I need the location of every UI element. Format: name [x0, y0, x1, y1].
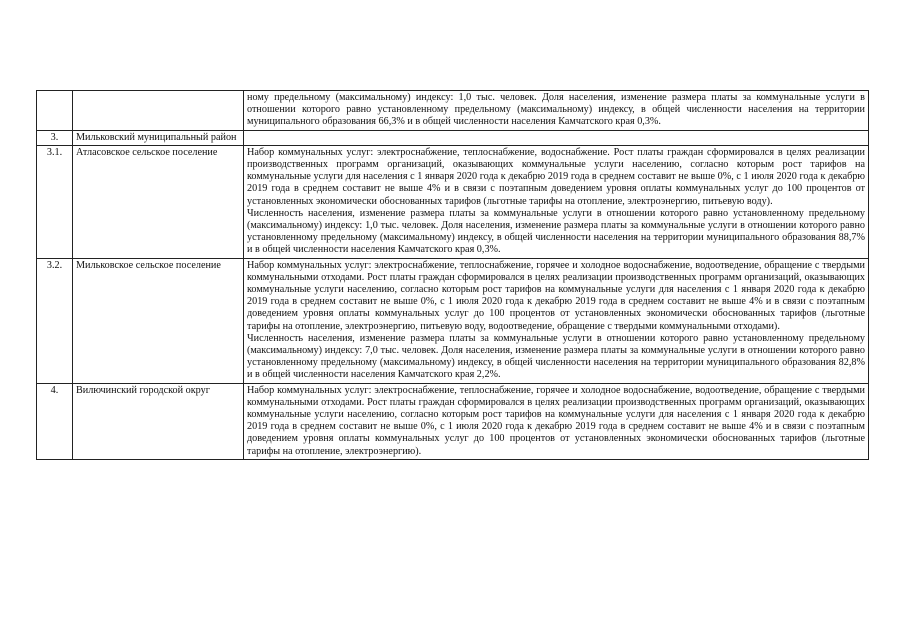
municipality-name: Мильковский муниципальный район	[73, 130, 244, 145]
row-description	[244, 145, 869, 258]
description-paragraph: Набор коммунальных услуг: электроснабжение, теплоснабжение, горячее и холодное водоснабжение, водоотведение, обращение с твердыми коммунальными отходами. Рост платы граждан сформировался в целях реализации производственных программ организаций, оказывающих коммунальные услуги населению, согласно которым рост тарифов на коммунальные услуги для населения с 1 января 2020 года к декабрю 2019 года в среднем составит не выше 0%, с 1 июля 2020 года к декабрю 2019 года в среднем составит не выше 4% и в связи с поэтапным доведением уровня оплаты коммунальных услуг до 100 процентов от установленных экономически обоснованных тарифов (льготные тарифы на отопление, электроэнергию).	[247, 384, 865, 457]
table-row	[37, 91, 869, 131]
table-row	[37, 130, 869, 145]
table-row	[37, 383, 869, 459]
description-paragraph: Численность населения, изменение размера платы за коммунальные услуги в отношении которого равно установленному предельному (максимальному) индексу: 7,0 тыс. человек. Доля населения, изменение размера платы за коммунальные услуги в отношении которого равно установленному предельному (максимальному) индексу, в общей численности населения на территории муниципального образования 82,8% и в общей численности населения Камчатского края 2,2%.	[247, 332, 865, 381]
description-paragraph: Набор коммунальных услуг: электроснабжение, теплоснабжение, горячее и холодное водоснабжение, водоотведение, обращение с твердыми коммунальными отходами. Рост платы граждан сформировался в целях реализации производственных программ организаций, оказывающих коммунальные услуги населению, согласно которым рост тарифов на коммунальные услуги для населения с 1 января 2020 года к декабрю 2019 года в среднем составит не выше 0%, с 1 июля 2020 года к декабрю 2019 года в среднем составит не выше 4% и в связи с поэтапным доведением уровня оплаты коммунальных услуг до 100 процентов от установленных экономически обоснованных тарифов (льготные тарифы на отопление, электроэнергию, питьевую воду, водоотведение, обращение с твердыми коммунальными отходами).	[247, 259, 865, 332]
municipality-name: Мильковское сельское поселение	[73, 258, 244, 383]
description-paragraph: Набор коммунальных услуг: электроснабжение, теплоснабжение, водоснабжение. Рост платы граждан сформировался в целях реализации производственных программ организаций, оказывающих коммунальные услуги населению, согласно которым рост тарифов на коммунальные услуги для населения с 1 января 2020 года к декабрю 2019 года в среднем составит не выше 0%, с 1 июля 2020 года к декабрю 2019 года в среднем составит не выше 4% и в связи с поэтапным доведением уровня оплаты коммунальных услуг до 100 процентов от установленных экономически обоснованных тарифов (льготные тарифы на отопление, электроэнергию, питьевую воду).	[247, 146, 865, 207]
row-description	[244, 383, 869, 459]
municipality-name: Вилючинский городской округ	[73, 383, 244, 459]
row-number: 4.	[37, 383, 73, 459]
row-description	[244, 258, 869, 383]
municipality-name	[73, 91, 244, 131]
row-description	[244, 130, 869, 145]
description-paragraph: ному предельному (максимальному) индексу: 1,0 тыс. человек. Доля населения, изменение размера платы за коммунальные услуги в отношении которого равно установленному предельному (максимальному) индексу, в общей численности населения на территории муниципального образования 66,3% и в общей численности населения Камчатского края 0,3%.	[247, 92, 865, 128]
row-number: 3.1.	[37, 145, 73, 258]
description-paragraph: Численность населения, изменение размера платы за коммунальные услуги в отношении которого равно установленному предельному (максимальному) индексу: 1,0 тыс. человек. Доля населения, изменение размера платы за коммунальные услуги в отношении которого равно установленному предельному (максимальному) индексу, в общей численности населения на территории муниципального образования 88,7% и в общей численности населения Камчатского края 0,3%.	[247, 207, 865, 256]
table-row	[37, 145, 869, 258]
row-number: 3.2.	[37, 258, 73, 383]
table-row	[37, 258, 869, 383]
row-description	[244, 91, 869, 131]
row-number: 3.	[37, 130, 73, 145]
tariff-table	[36, 90, 869, 460]
table-body	[37, 91, 869, 460]
row-number	[37, 91, 73, 131]
municipality-name: Атласовское сельское поселение	[73, 145, 244, 258]
